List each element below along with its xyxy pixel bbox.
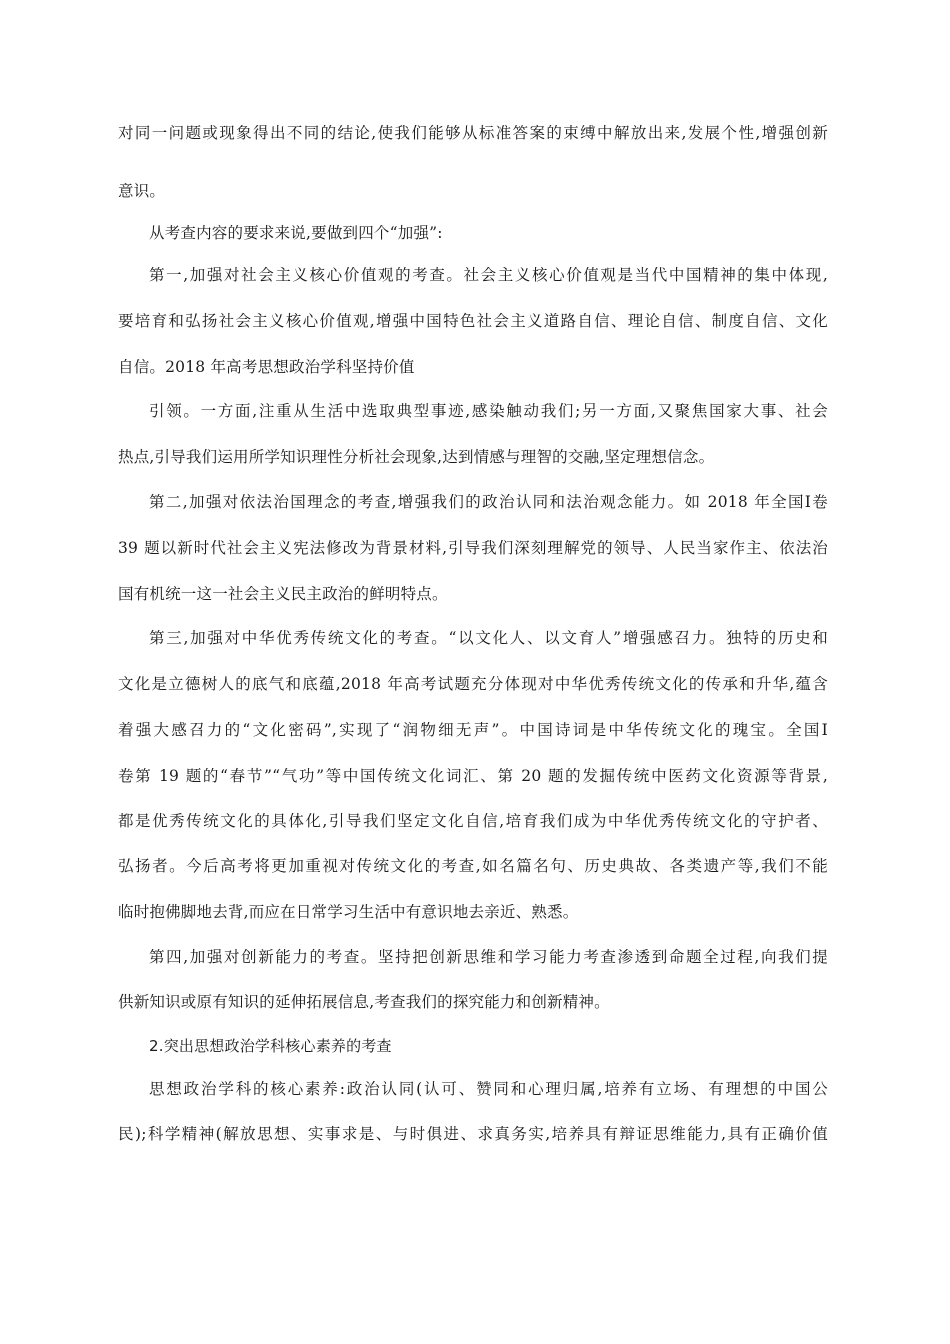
paragraph-line: 文化是立德树人的底气和底蕴,2018 年高考试题充分体现对中华优秀传统文化的传承和升华,蕴含 <box>118 675 828 693</box>
paragraph-line: 要培育和弘扬社会主义核心价值观,增强中国特色社会主义道路自信、理论自信、制度自信、文化 <box>118 312 828 330</box>
paragraph-line: 供新知识或原有知识的延伸拓展信息,考查我们的探究能力和创新精神。 <box>118 993 610 1011</box>
paragraph-line: 从考查内容的要求来说,要做到四个“加强”: <box>149 224 443 242</box>
paragraph-line: 临时抱佛脚地去背,而应在日常学习生活中有意识地去亲近、熟悉。 <box>118 903 579 921</box>
paragraph-line: 自信。2018 年高考思想政治学科坚持价值 <box>118 358 415 376</box>
paragraph-line: 第三,加强对中华优秀传统文化的考查。“以文化人、以文育人”增强感召力。独特的历史和 <box>149 629 828 647</box>
paragraph-line: 着强大感召力的“文化密码”,实现了“润物细无声”。中国诗词是中华传统文化的瑰宝。全国Ⅰ <box>118 721 828 739</box>
paragraph-line: 弘扬者。今后高考将更加重视对传统文化的考查,如名篇名句、历史典故、各类遗产等,我们不能 <box>118 857 828 875</box>
paragraph-line: 思想政治学科的核心素养:政治认同(认可、赞同和心理归属,培养有立场、有理想的中国公 <box>149 1080 828 1098</box>
section-heading: 2.突出思想政治学科核心素养的考查 <box>149 1037 392 1055</box>
paragraph-line: 第一,加强对社会主义核心价值观的考查。社会主义核心价值观是当代中国精神的集中体现, <box>149 266 828 284</box>
paragraph-line: 民);科学精神(解放思想、实事求是、与时俱进、求真务实,培养具有辩证思维能力,具有正确价值 <box>118 1125 828 1143</box>
paragraph-line: 对同一问题或现象得出不同的结论,使我们能够从标准答案的束缚中解放出来,发展个性,增强创新 <box>118 124 828 142</box>
paragraph-line: 第二,加强对依法治国理念的考查,增强我们的政治认同和法治观念能力。如 2018 年全国Ⅰ卷 <box>149 493 828 511</box>
paragraph-line: 都是优秀传统文化的具体化,引导我们坚定文化自信,培育我们成为中华优秀传统文化的守护者、 <box>118 812 828 830</box>
paragraph-line: 国有机统一这一社会主义民主政治的鲜明特点。 <box>118 585 448 603</box>
paragraph-line: 卷第 19 题的“春节”“气功”等中国传统文化词汇、第 20 题的发掘传统中医药文化资源等背景, <box>118 767 828 785</box>
paragraph-line: 热点,引导我们运用所学知识理性分析社会现象,达到情感与理智的交融,坚定理想信念。 <box>118 448 715 466</box>
paragraph-line: 引领。一方面,注重从生活中选取典型事迹,感染触动我们;另一方面,又聚焦国家大事、社会 <box>149 402 828 420</box>
paragraph-line: 第四,加强对创新能力的考查。坚持把创新思维和学习能力考查渗透到命题全过程,向我们提 <box>149 948 828 966</box>
paragraph-line: 39 题以新时代社会主义宪法修改为背景材料,引导我们深刻理解党的领导、人民当家作主、依法治 <box>118 539 828 557</box>
paragraph-line: 意识。 <box>118 182 166 200</box>
